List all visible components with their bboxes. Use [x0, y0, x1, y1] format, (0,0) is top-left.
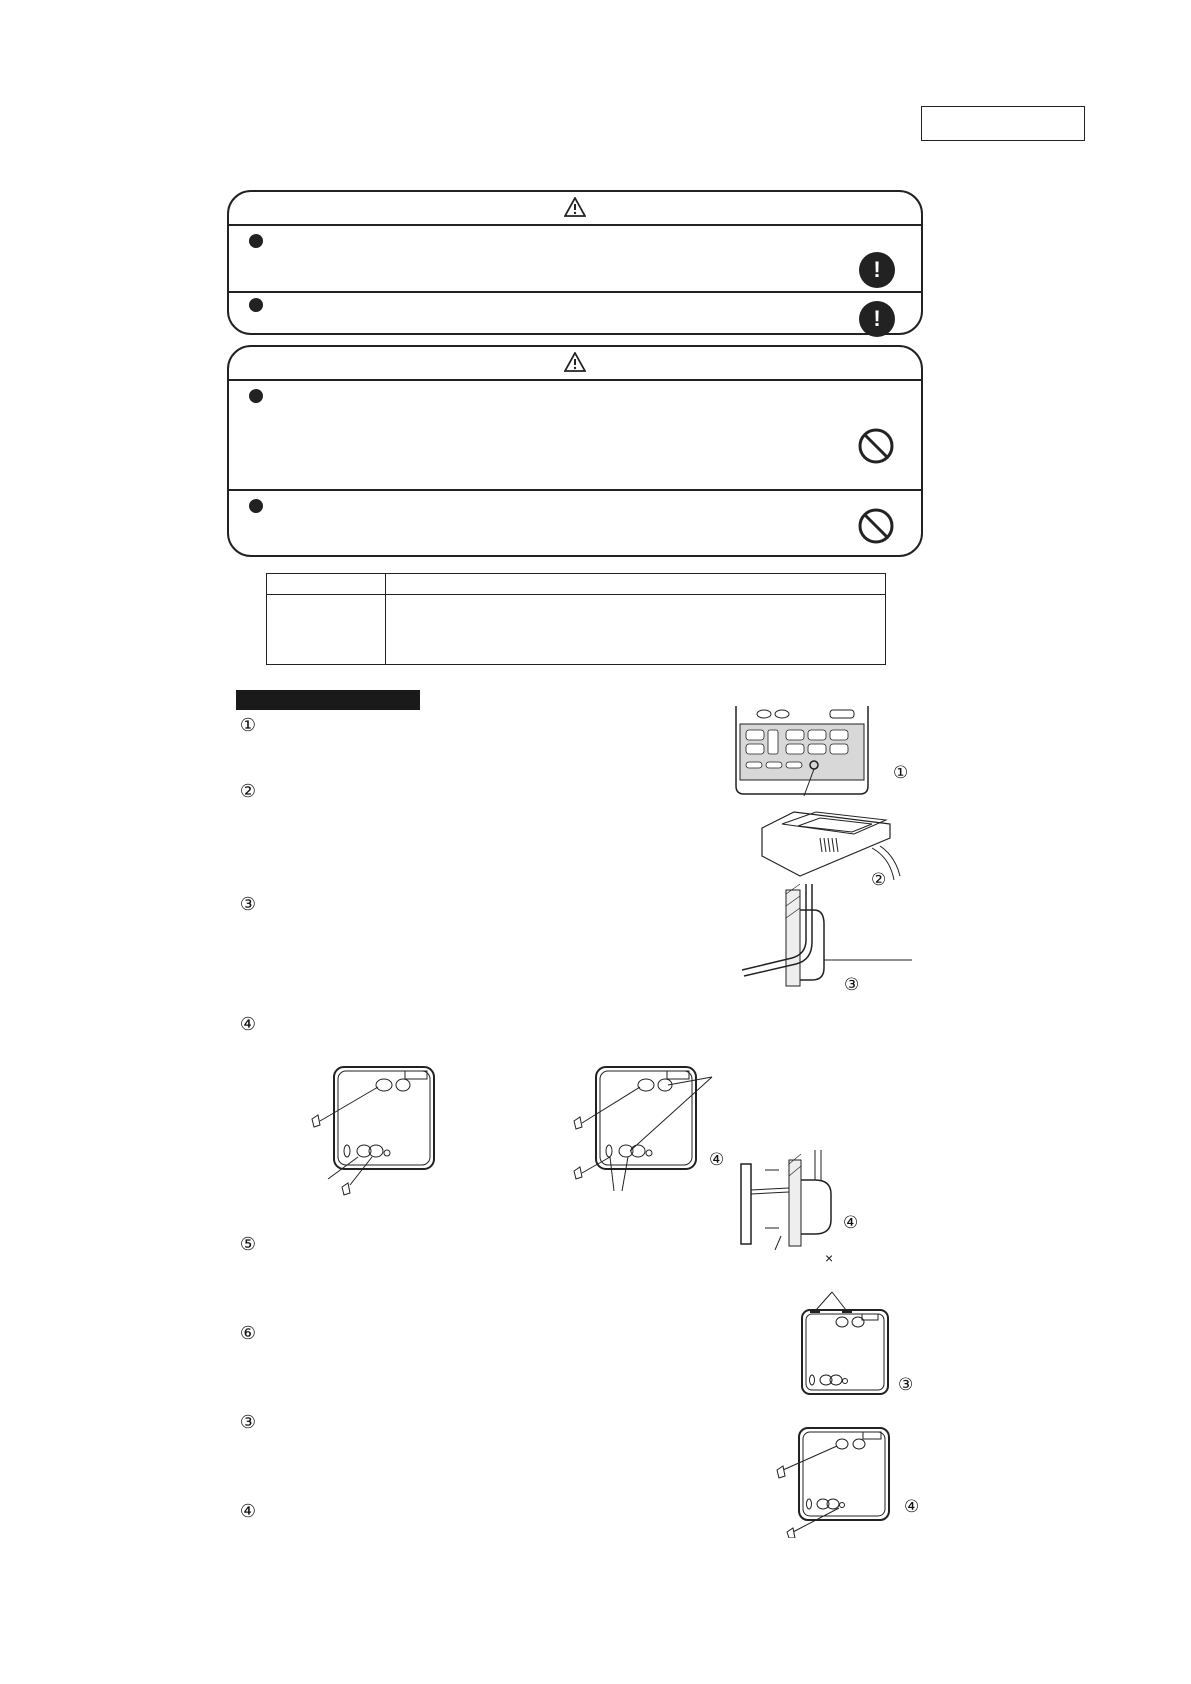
- spec-table-cell: [386, 595, 886, 665]
- caution-item: [229, 381, 921, 491]
- caution-panel-header: [229, 347, 921, 381]
- spec-table: [266, 573, 886, 665]
- step-marker: ⑤: [239, 1234, 257, 1254]
- figure-label: ④: [843, 1213, 859, 1232]
- figure-label: ④: [709, 1150, 725, 1169]
- step-marker: ③: [239, 894, 257, 914]
- warning-panel-header: [229, 192, 921, 226]
- mandatory-icon: !: [859, 301, 895, 337]
- step-marker: ③: [239, 1412, 257, 1432]
- backplate-side-mount-illustration: [735, 1150, 865, 1250]
- step-marker: ②: [239, 781, 257, 801]
- backplate-screws-labeled-illustration: [570, 1065, 720, 1195]
- warning-panel: [227, 190, 923, 335]
- warning-item: [229, 226, 921, 293]
- figure-label: ④: [904, 1497, 920, 1516]
- bullet-icon: [249, 234, 263, 248]
- step-marker: ⑥: [239, 1323, 257, 1343]
- remote-controller-cable-illustration: [760, 806, 910, 886]
- backplate-hook-illustration: [800, 1288, 890, 1396]
- section-title: [236, 690, 420, 710]
- figure-label: ②: [871, 870, 887, 889]
- spec-table-header-cell: [267, 574, 386, 595]
- figure-label: ③: [844, 975, 860, 994]
- bullet-icon: [249, 389, 263, 403]
- caution-item: [229, 491, 921, 559]
- mandatory-icon: !: [859, 252, 895, 288]
- spec-table-header-cell: [386, 574, 886, 595]
- prohibited-icon: [857, 507, 895, 545]
- warning-item: [229, 293, 921, 339]
- remote-controller-illustration: [734, 706, 870, 800]
- step-marker: ①: [239, 715, 257, 735]
- bullet-icon: [249, 499, 263, 513]
- wall-mount-side-illustration: [740, 884, 920, 994]
- warning-triangle-icon: [564, 352, 586, 372]
- caution-panel: [227, 345, 923, 557]
- step-marker: ④: [239, 1014, 257, 1034]
- spec-table-cell: [267, 595, 386, 665]
- figure-label: ①: [893, 763, 909, 782]
- bullet-icon: [249, 298, 263, 312]
- backplate-final-screws-illustration: [775, 1426, 895, 1538]
- figure-label: ③: [898, 1375, 914, 1394]
- backplate-screws-illustration: [310, 1065, 440, 1215]
- warning-triangle-icon: [564, 197, 586, 217]
- cross-mark: ×: [825, 1250, 834, 1266]
- reference-box: [921, 106, 1085, 141]
- step-marker: ④: [239, 1501, 257, 1521]
- prohibited-icon: [857, 427, 895, 465]
